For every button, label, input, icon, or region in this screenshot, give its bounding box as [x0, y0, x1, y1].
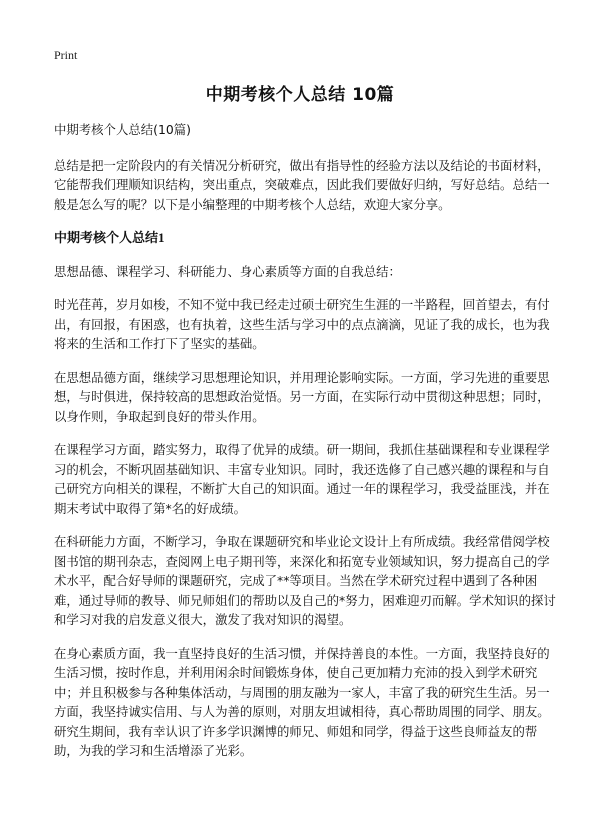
- body-paragraph: 在课程学习方面，踏实努力，取得了优异的成绩。研一期间，我抓住基础课程和专业课程学习的机会，不断巩固基础知识、丰富专业知识。同时，我还选修了自己感兴趣的课程和与自己研究方向相关的课程，不断扩大自己的知识面。通过一年的课程学习，我受益匪浅，并在期末考试中取得了第*名的好成绩。: [54, 442, 550, 516]
- print-link[interactable]: Print: [54, 48, 78, 62]
- document-subtitle: 中期考核个人总结(10篇): [54, 122, 191, 137]
- body-paragraph: 在科研能力方面，不断学习，争取在课题研究和毕业论文设计上有所成绩。我经常借阅学校图书馆的期刊杂志，查阅网上电子期刊等，来深化和拓宽专业领域知识，努力提高自己的学术水平，配合好导师的课题研究，完成了**等项目。当然在学术研究过程中遇到了各种困难，通过导师的教导、师兄师姐们的帮助以及自己的*努力，困难迎刃而解。学术知识的探讨和学习对我的启发意义很大，激发了我对知识的渴望。: [54, 534, 556, 627]
- document-body: [54, 120, 560, 775]
- body-paragraph: 在思想品德方面，继续学习思想理论知识，并用理论影响实际。一方面，学习先进的重要思想，与时俱进，保持较高的思想政治觉悟。另一方面，在实际行动中贯彻这种思想；同时，以身作则，争取起到良好的带头作用。: [54, 369, 550, 424]
- section-heading: 中期考核个人总结1: [54, 230, 165, 245]
- body-paragraph: 时光荏苒，岁月如梭，不知不觉中我已经走过硕士研究生生涯的一半路程，回首望去，有付出，有回报，有困惑，也有执着，这些生活与学习中的点点滴滴，见证了我的成长，也为我将来的生活和工作打下了坚实的基础。: [54, 297, 550, 351]
- document-title: 中期考核个人总结 10篇: [205, 85, 395, 105]
- intro-paragraph: 总结是把一定阶段内的有关情况分析研究，做出有指导性的经验方法以及结论的书面材料，它能帮我们理顺知识结构，突出重点，突破难点，因此我们要做好归纳，写好总结。总结一般是怎么写的呢？以下是小编整理的中期考核个人总结，欢迎大家分享。: [54, 157, 550, 212]
- body-paragraph: 在身心素质方面，我一直坚持良好的生活习惯，并保持善良的本性。一方面，我坚持良好的生活习惯，按时作息，并利用闲余时间锻炼身体，使自己更加精力充沛的投入到学术研究中；并且积极参与各种集体活动，与周围的朋友融为一家人，丰富了我的研究生生活。另一方面，我坚持诚实信用、与人为善的原则，对朋友坦诚相待，真心帮助周围的同学、朋友。研究生期间，我有幸认识了许多学识渊博的师兄、师姐和同学，得益于这些良师益友的帮助，为我的学习和生活增添了光彩。: [54, 645, 550, 758]
- body-paragraph: 思想品德、课程学习、科研能力、身心素质等方面的自我总结：: [54, 263, 401, 279]
